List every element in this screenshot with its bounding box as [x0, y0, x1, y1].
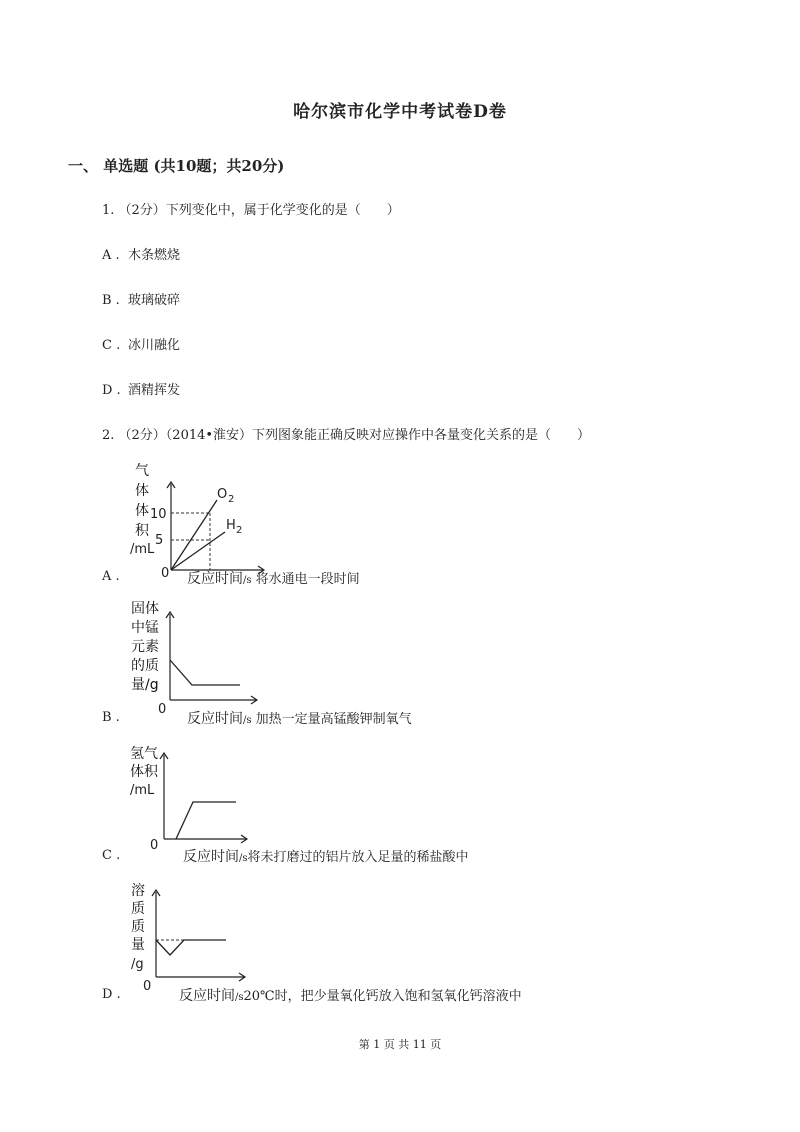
graph-d-xunit: /s [235, 992, 244, 1003]
graph-d-xlabel-row [179, 985, 522, 1005]
option-label: D . [102, 383, 121, 398]
graph-a-tick-5: 5 [155, 533, 164, 548]
page-footer: 第 1 页 共 11 页 [358, 1038, 442, 1051]
graph-c-ylabel-1: 氢气 [130, 746, 158, 762]
graph-b-ylabel-1: 固体 [131, 601, 159, 617]
q2-option-d[interactable] [102, 987, 128, 1002]
graph-b-ylabel-2: 中锰 [131, 620, 159, 636]
graph-a-xlabel-row [187, 568, 360, 588]
page-title: 哈尔滨市化学中考试卷D卷 [293, 102, 507, 122]
option-text: 冰川融化 [128, 338, 181, 353]
option-label: B . [102, 710, 120, 725]
graph-a-origin: 0 [161, 566, 170, 581]
q2-option-d-text: 20℃时，把少量氧化钙放入饱和氢氧化钙溶液中 [243, 989, 522, 1004]
q1-option-d[interactable] [102, 379, 180, 398]
graph-c-xunit: /s [239, 853, 248, 864]
graph-d-ylabel-1: 溶 [131, 883, 145, 899]
question-2-stem: 2. （2分）（2014•淮安）下列图象能正确反映对应操作中各量变化关系的是（ ） [102, 428, 591, 443]
graph-b-xunit: /s [243, 715, 252, 726]
graph-b-xlabel: 反应时间 [187, 711, 243, 727]
graph-c [128, 745, 253, 854]
graph-d-ylabel-4: 量 [131, 937, 145, 953]
section-heading: 一、 单选题 (共10题；共20分) [68, 157, 285, 175]
option-label: D . [102, 987, 121, 1002]
q2-option-b[interactable] [102, 710, 128, 725]
graph-d [128, 882, 253, 996]
graph-c-xlabel: 反应时间 [183, 849, 239, 865]
graph-c-xlabel-row [183, 846, 469, 866]
graph-b-xlabel-row [187, 708, 412, 728]
graph-c-ylabel-2: 体积 [130, 764, 158, 780]
option-label: C . [102, 848, 121, 863]
graph-a-xunit: /s [243, 575, 252, 586]
graph-c-ylabel-3: /mL [130, 783, 155, 798]
graph-d-ylabel-3: 质 [131, 919, 145, 935]
graph-a-yunit: /mL [130, 542, 155, 557]
option-text: 玻璃破碎 [128, 293, 181, 308]
graph-c-origin: 0 [150, 838, 159, 853]
graph-d-ylabel-5: /g [131, 957, 144, 972]
graph-a-ylabel-1: 气 [135, 463, 149, 479]
graph-b-ylabel-5: 量/g [131, 677, 159, 693]
option-text: 酒精挥发 [128, 383, 181, 398]
graph-b [128, 600, 263, 717]
graph-d-xlabel: 反应时间 [179, 988, 235, 1004]
q2-option-c[interactable] [102, 848, 128, 863]
option-label: B . [102, 293, 120, 308]
graph-a-series-h2: H [226, 518, 236, 533]
question-1-stem: 1. （2分）下列变化中，属于化学变化的是（ ） [102, 203, 400, 218]
q2-option-a-text: 将水通电一段时间 [255, 572, 360, 587]
q2-option-c-text: 将未打磨过的铝片放入足量的稀盐酸中 [247, 850, 469, 865]
q1-option-a[interactable] [102, 244, 180, 263]
graph-a-series-o2: O [217, 487, 228, 502]
option-label: C . [102, 338, 121, 353]
option-label: A . [102, 248, 120, 263]
graph-b-ylabel-4: 的质 [131, 658, 159, 674]
graph-a-tick-10: 10 [150, 507, 167, 522]
q2-option-b-text: 加热一定量高锰酸钾制氧气 [255, 712, 412, 727]
graph-d-origin: 0 [143, 979, 152, 994]
graph-a-ylabel-2: 体 [135, 483, 149, 499]
graph-a-series-o2-sub: 2 [228, 494, 235, 505]
q1-option-c[interactable] [102, 334, 180, 353]
q2-option-a[interactable] [102, 569, 128, 584]
graph-b-origin: 0 [158, 702, 167, 717]
graph-a-xlabel: 反应时间 [187, 571, 243, 587]
option-text: 木条燃烧 [128, 248, 181, 263]
graph-d-ylabel-2: 质 [131, 901, 145, 917]
graph-b-ylabel-3: 元素 [131, 639, 159, 655]
graph-a-ylabel-4: 积 [135, 523, 149, 539]
graph-a-ylabel-3: 体 [135, 503, 149, 519]
graph-a-series-h2-sub: 2 [236, 525, 243, 536]
option-label: A . [102, 569, 120, 584]
q1-option-b[interactable] [102, 289, 180, 308]
